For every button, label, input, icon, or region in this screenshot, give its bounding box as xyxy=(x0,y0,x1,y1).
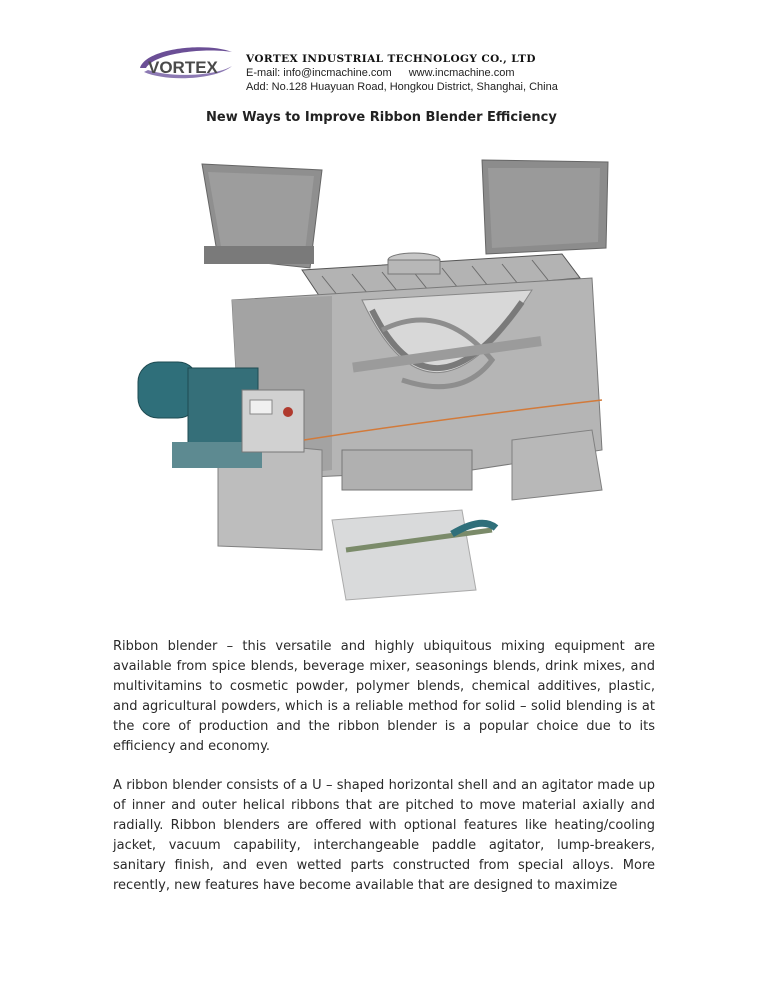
contact-line xyxy=(246,66,558,80)
email: E-mail: info@incmachine.com xyxy=(246,67,392,79)
address: Add: No.128 Huayuan Road, Hongkou District, Shanghai, China xyxy=(246,81,558,93)
company-info xyxy=(246,52,558,94)
vortex-logo xyxy=(136,42,236,86)
letterhead xyxy=(136,42,636,98)
ribbon-blender-machine-illustration xyxy=(132,150,662,610)
body-paragraph: Ribbon blender – this versatile and highly ubiquitous mixing equipment are available from spice blends, beverage mixer, seasonings blends, drink mixes, and multivitamins to cosmetic powder, polymer blends, chemical additives, plastic, and agricultural powders, which is a reliable method for solid – solid blending is at the core of production and the ribbon blender is a popular choice due to its efficiency and economy. xyxy=(113,639,655,754)
document-title: New Ways to Improve Ribbon Blender Efficiency xyxy=(206,110,557,125)
company-name: VORTEX INDUSTRIAL TECHNOLOGY CO., LTD xyxy=(246,53,536,65)
website: www.incmachine.com xyxy=(408,67,515,79)
body-paragraph: A ribbon blender consists of a U – shaped horizontal shell and an agitator made up of inner and outer helical ribbons that are pitched to move material axially and radially. Ribbon blenders are offered with optional features like heating/cooling jacket, vacuum capability, interchangeable paddle agitator, lump-breakers, sanitary finish, and even wetted parts constructed from special alloys. More recently, new features have become available that are designed to maximize xyxy=(113,778,655,893)
logo-text: VORTEX xyxy=(148,58,218,77)
